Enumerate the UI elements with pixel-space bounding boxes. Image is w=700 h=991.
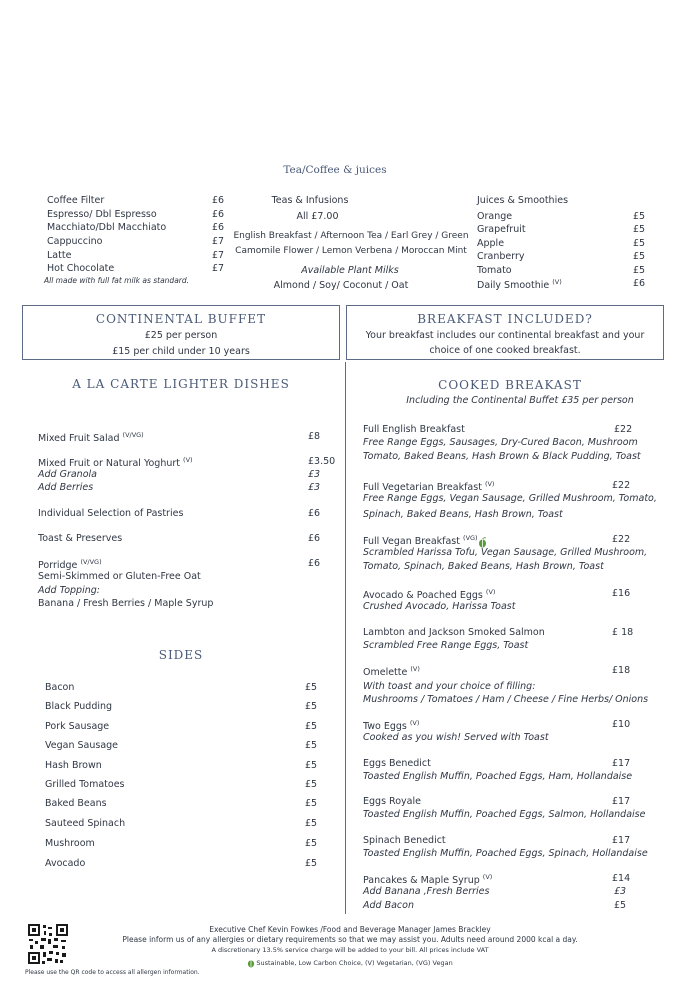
side-name-0: Bacon	[45, 682, 75, 693]
side-price-0: £5	[305, 682, 318, 693]
cooked-desc-5b: Mushrooms / Tomatoes / Ham / Cheese / Fine Herbs/ Onions	[363, 694, 649, 705]
side-price-9: £5	[305, 858, 318, 869]
cooked-desc-7a: Toasted English Muffin, Poached Eggs, Ham, Hollandaise	[363, 771, 633, 782]
alacarte-item-0-label: Mixed Fruit Salad	[38, 433, 120, 445]
cooked-desc-2a: Scrambled Harissa Tofu, Vegan Sausage, Grilled Mushroom,	[363, 547, 648, 558]
coffee-price-5: £7	[212, 263, 225, 274]
juice-price-0: £5	[633, 211, 646, 222]
side-name-4: Hash Brown	[45, 760, 102, 771]
footer-allergy: Please inform us of any allergies or dietary requirements so that we may assist you. Adults need around 2000 kcal a day.	[122, 935, 578, 944]
cooked-price-5: £18	[612, 665, 631, 676]
juice-name-0: Orange	[477, 211, 513, 222]
coffee-note: All made with full fat milk as standard.	[44, 276, 190, 285]
alacarte-item-6	[38, 558, 102, 571]
cooked-item-1-label: Full Vegetarian Breakfast	[363, 482, 482, 494]
alacarte-item-1-sup: (V)	[183, 456, 193, 464]
alacarte-item-2: Add Granola	[38, 469, 97, 480]
coffee-name-4: Latte	[47, 250, 72, 261]
coffee-price-0: £6	[212, 195, 225, 206]
cooked-item-2-sup: (VG)	[463, 534, 478, 542]
juice-name-1: Grapefruit	[477, 224, 526, 235]
cooked-item-2	[363, 534, 485, 547]
side-price-3: £5	[305, 740, 318, 751]
juice-price-5: £6	[633, 278, 646, 289]
cooked-price-8: £17	[612, 796, 631, 807]
teas-price: All £7.00	[296, 211, 339, 222]
cooked-desc-5a: With toast and your choice of filling:	[363, 681, 536, 692]
cooked-price-4: £ 18	[612, 627, 634, 638]
side-name-5: Grilled Tomatoes	[45, 779, 125, 790]
alacarte-price-5: £6	[308, 533, 321, 544]
cooked-price-0: £22	[614, 424, 633, 435]
coffee-price-4: £7	[212, 250, 225, 261]
continental-price: £25 per person	[144, 330, 218, 341]
juice-price-4: £5	[633, 265, 646, 276]
cooked-item-4: Lambton and Jackson Smoked Salmon	[363, 627, 545, 638]
porridge-toppings: Banana / Fresh Berries / Maple Syrup	[38, 598, 214, 609]
cooked-item-3	[363, 588, 495, 601]
cooked-item-3-sup: (V)	[485, 588, 496, 596]
juice-name-5-sup: (V)	[552, 278, 562, 286]
side-name-7: Sauteed Spinach	[45, 818, 126, 829]
alacarte-price-3: £3	[308, 482, 321, 493]
coffee-name-1: Espresso/ Dbl Espresso	[47, 209, 157, 220]
side-price-4: £5	[305, 760, 318, 771]
teas-line1: English Breakfast / Afternoon Tea / Earl Grey / Green	[233, 231, 469, 241]
cooked-price-9: £17	[612, 835, 631, 846]
alacarte-item-6-label: Porridge	[38, 560, 78, 572]
cooked-item-1-sup: (V)	[484, 480, 495, 488]
cooked-item-10	[363, 873, 492, 886]
alacarte-item-3: Add Berries	[38, 482, 94, 493]
cooked-desc-0b: Tomato, Baked Beans, Hash Brown & Black Pudding, Toast	[363, 451, 641, 462]
alacarte-price-4: £6	[308, 508, 321, 519]
cooked-item-3-label: Avocado & Poached Eggs	[363, 590, 483, 602]
alacarte-item-0-sup: (V/VG)	[122, 431, 144, 439]
cooked-item-10-sup: (V)	[482, 873, 493, 881]
cooked-item-8: Eggs Royale	[363, 796, 421, 807]
cooked-title: COOKED BREAKAST	[438, 378, 582, 392]
alacarte-item-0	[38, 431, 144, 444]
alacarte-price-1: £3.50	[308, 456, 336, 467]
cooked-item-7: Eggs Benedict	[363, 758, 431, 769]
cooked-item-6-label: Two Eggs	[363, 721, 407, 733]
juice-price-1: £5	[633, 224, 646, 235]
cooked-desc-1b: Spinach, Baked Beans, Hash Brown, Toast	[363, 509, 563, 520]
juice-name-2: Apple	[477, 238, 505, 249]
teas-line2: Camomile Flower / Lemon Verbena / Moroccan Mint	[235, 246, 467, 256]
alacarte-price-6: £6	[308, 558, 321, 569]
sides-title: SIDES	[158, 648, 204, 662]
breakfast-included-line1: Your breakfast includes our continental breakfast and your	[365, 330, 645, 341]
breakfast-included-line2: choice of one cooked breakfast.	[429, 345, 581, 356]
cooked-desc-6a: Cooked as you wish! Served with Toast	[363, 732, 549, 743]
cooked-price-1: £22	[612, 480, 631, 491]
cooked-item-2-label: Full Vegan Breakfast	[363, 536, 460, 548]
juice-name-3: Cranberry	[477, 251, 525, 262]
leaf-icon	[247, 958, 254, 968]
cooked-desc-8a: Toasted English Muffin, Poached Eggs, Salmon, Hollandaise	[363, 809, 646, 820]
add-banana-price: £3	[614, 886, 627, 897]
alacarte-item-1	[38, 456, 193, 469]
cooked-price-3: £16	[612, 588, 631, 599]
alacarte-item-6-sup: (V/VG)	[80, 558, 102, 566]
side-name-9: Avocado	[45, 858, 86, 869]
coffee-name-0: Coffee Filter	[47, 195, 105, 206]
cooked-item-10-label: Pancakes & Maple Syrup	[363, 875, 480, 887]
juice-price-3: £5	[633, 251, 646, 262]
cooked-desc-2b: Tomato, Spinach, Baked Beans, Hash Brown, Toast	[363, 561, 604, 572]
cooked-item-5-sup: (V)	[410, 665, 420, 673]
add-banana: Add Banana ,Fresh Berries	[363, 886, 490, 897]
footer-service: A discretionary 13.5% service charge will be added to your bill. All prices include VAT	[211, 946, 489, 954]
cooked-item-9: Spinach Benedict	[363, 835, 446, 846]
coffee-name-3: Cappuccino	[47, 236, 103, 247]
continental-child: £15 per child under 10 years	[112, 346, 250, 357]
cooked-item-5	[363, 665, 420, 678]
alacarte-item-1-label: Mixed Fruit or Natural Yoghurt	[38, 458, 180, 470]
cooked-subtitle: Including the Continental Buffet £35 per person	[406, 395, 634, 406]
alacarte-price-2: £3	[308, 469, 321, 480]
cooked-item-5-label: Omelette	[363, 667, 408, 679]
juice-price-2: £5	[633, 238, 646, 249]
alacarte-title: A LA CARTE LIGHTER DISHES	[72, 377, 290, 391]
juice-name-4: Tomato	[477, 265, 512, 276]
alacarte-item-5: Toast & Preserves	[38, 533, 123, 544]
cooked-price-7: £17	[612, 758, 631, 769]
alacarte-price-0: £8	[308, 431, 321, 442]
cooked-desc-1a: Free Range Eggs, Vegan Sausage, Grilled Mushroom, Tomato,	[363, 493, 657, 504]
footer-legend-text: Sustainable, Low Carbon Choice, (V) Vegetarian, (VG) Vegan	[256, 959, 453, 967]
coffee-price-1: £6	[212, 209, 225, 220]
cooked-desc-9a: Toasted English Muffin, Poached Eggs, Spinach, Hollandaise	[363, 848, 648, 859]
juice-name-5	[477, 278, 562, 291]
side-price-2: £5	[305, 721, 318, 732]
plant-milks-list: Almond / Soy/ Coconut / Oat	[273, 280, 409, 291]
side-name-1: Black Pudding	[45, 701, 113, 712]
qr-note: Please use the QR code to access all allergen information.	[25, 969, 200, 976]
coffee-name-2: Macchiato/Dbl Macchiato	[47, 222, 167, 233]
coffee-name-5: Hot Chocolate	[47, 263, 115, 274]
alacarte-item-4: Individual Selection of Pastries	[38, 508, 184, 519]
side-price-6: £5	[305, 798, 318, 809]
cooked-desc-3a: Crushed Avocado, Harissa Toast	[363, 601, 516, 612]
side-name-3: Vegan Sausage	[45, 740, 119, 751]
cooked-desc-4a: Scrambled Free Range Eggs, Toast	[363, 640, 529, 651]
porridge-add-topping: Add Topping:	[38, 585, 100, 596]
side-price-1: £5	[305, 701, 318, 712]
cooked-price-6: £10	[612, 719, 631, 730]
juices-title: Juices & Smoothies	[477, 195, 569, 206]
leaf-icon	[478, 537, 485, 547]
cooked-item-0: Full English Breakfast	[363, 424, 465, 435]
coffee-price-3: £7	[212, 236, 225, 247]
plant-milks-title: Available Plant Milks	[301, 265, 399, 276]
side-price-5: £5	[305, 779, 318, 790]
cooked-item-6-sup: (V)	[409, 719, 420, 727]
cooked-price-10: £14	[612, 873, 631, 884]
teas-title: Teas & Infusions	[271, 195, 349, 206]
footer-chef: Executive Chef Kevin Fowkes /Food and Beverage Manager James Brackley	[209, 925, 491, 934]
juice-name-5-label: Daily Smoothie	[477, 280, 550, 292]
side-price-8: £5	[305, 838, 318, 849]
porridge-options: Semi-Skimmed or Gluten-Free Oat	[38, 571, 201, 582]
add-bacon-price: £5	[614, 900, 627, 911]
continental-title: CONTINENTAL BUFFET	[95, 312, 267, 326]
cooked-price-2: £22	[612, 534, 631, 545]
drinks-title: Tea/Coffee & juices	[283, 164, 387, 176]
column-divider	[345, 362, 346, 914]
side-price-7: £5	[305, 818, 318, 829]
cooked-desc-0a: Free Range Eggs, Sausages, Dry-Cured Bacon, Mushroom	[363, 437, 638, 448]
footer-legend	[0, 958, 700, 968]
side-name-8: Mushroom	[45, 838, 95, 849]
cooked-item-6	[363, 719, 419, 732]
add-bacon: Add Bacon	[363, 900, 414, 911]
breakfast-included-title: BREAKFAST INCLUDED?	[417, 312, 593, 326]
side-name-6: Baked Beans	[45, 798, 107, 809]
side-name-2: Pork Sausage	[45, 721, 110, 732]
coffee-price-2: £6	[212, 222, 225, 233]
cooked-item-1	[363, 480, 494, 493]
